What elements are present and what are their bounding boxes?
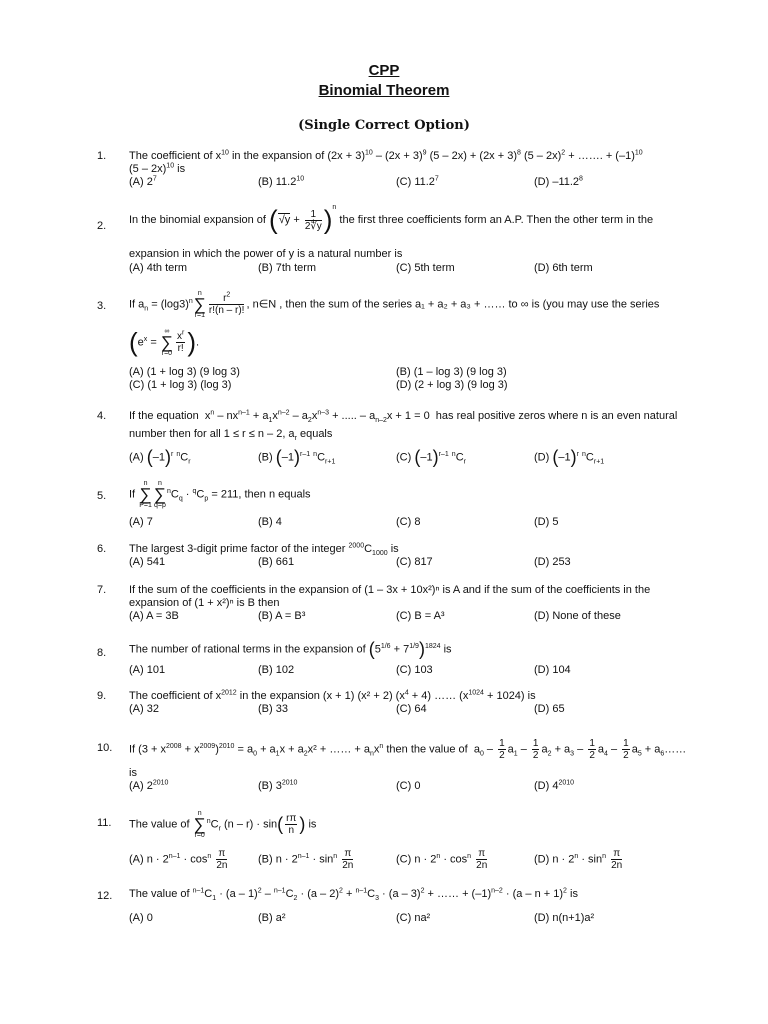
option-a[interactable]: (A) 541: [129, 556, 166, 568]
option-b[interactable]: (B) (1 – log 3) (9 log 3): [396, 366, 507, 378]
option-d[interactable]: (D) $n \cdot 2^n \cdot \sin^n$ $\frac{\pi}{2n}$: [534, 848, 623, 871]
option-b[interactable]: (B) A = B³: [258, 610, 306, 622]
option-d[interactable]: (D) (2 + log 3) (9 log 3): [396, 379, 508, 391]
question-stem: The number of rational terms in the expansion of $(5^{1/6} + 7^{1/9})^{1824}$ is: [129, 639, 452, 659]
section-heading: (Single Correct Option): [298, 118, 470, 133]
option-c[interactable]: (C) 11.2$^7$: [396, 175, 439, 188]
question-stem: The coefficient of $x^{2012}$ in the expansion (x + 1) (x² + 2) $(x^4 + 4)$ …… $(x^{1024} + 1024)$ is: [129, 689, 536, 702]
question-stem-line2: expansion in which the power of y is a natural number is: [129, 248, 403, 260]
question-number: 1.: [97, 150, 107, 162]
option-b[interactable]: (B) 102: [258, 664, 295, 676]
question-stem-line2: number then for all 1 ≤ r ≤ n – 2, $a_r$ equals: [129, 428, 333, 443]
option-d[interactable]: (D) $(-1)^r$ $^nC_{r+1}$: [534, 447, 605, 467]
option-d[interactable]: (D) None of these: [534, 610, 621, 622]
option-c[interactable]: (C) 8: [396, 516, 421, 528]
option-c[interactable]: (C) 0: [396, 780, 421, 792]
question-stem: The coefficient of $x^{10}$ in the expansion of $(2x + 3)^{10} - (2x + 3)^9$ $(5 - 2x) + (2x + 3)^8$ (5 – 2x)$^2$ + ……. + $(-1)^{10}$: [129, 149, 643, 162]
option-c[interactable]: (C) 64: [396, 703, 427, 715]
question-number: 3.: [97, 300, 107, 312]
question-stem: The value of $^{n-1}C_1 \cdot (a - 1)^2 - ^{n-1}C_2 \cdot (a - 2)^2 + ^{n-1}C_3 \cdot (a - 3)^2$ + …… + $(-1)^{n-2} \cdot (a - n + 1)^2$ is: [129, 887, 578, 903]
option-a[interactable]: (A) $2^7$: [129, 175, 157, 188]
page-subtitle: Binomial Theorem: [318, 82, 450, 99]
question-number: 6.: [97, 543, 107, 555]
option-a[interactable]: (A) 0: [129, 912, 153, 924]
option-a[interactable]: (A) 101: [129, 664, 166, 676]
page-title: CPP: [368, 62, 400, 79]
option-a[interactable]: (A) $2^{2010}$: [129, 779, 169, 792]
option-c[interactable]: (C) 5th term: [396, 262, 455, 274]
question-stem-line2: is: [129, 767, 137, 779]
option-a[interactable]: (A) (1 + log 3) (9 log 3): [129, 366, 240, 378]
option-d[interactable]: (D) 104: [534, 664, 571, 676]
option-b[interactable]: (B) 33: [258, 703, 288, 715]
question-number: 2.: [97, 220, 107, 232]
option-a[interactable]: (A) 7: [129, 516, 153, 528]
question-stem: If $a_n = (\log 3)^nn$ ∑ r=1 $\frac{r^2}{r!(n - r)!}$ , n∈N , then the sum of the series a₁ + a₂ + a₃ + …… to ∞ is (you may use the series: [129, 290, 660, 319]
question-number: 8.: [97, 647, 107, 659]
question-stem: If the sum of the coefficients in the expansion of (1 – 3x + 10x²)ⁿ is A and if the sum of the coefficients in the: [129, 584, 651, 596]
question-number: 7.: [97, 584, 107, 596]
option-d[interactable]: (D) $4^{2010}$: [534, 779, 575, 792]
option-c[interactable]: (C) 103: [396, 664, 433, 676]
question-stem: If $(3 + x^{2008} + x^{2009})^{2010} = a_0 + a_1x + a_2x^2$ + …… + $a_nx^n$ then the value of $a_0$ – $\frac{1}{2}$ $a_1$ – $\frac{1}{2}$ $a_2 + a_3$ – $\frac{1}{2}$ $a_4$ – $\frac{1}{2}$ $a_5$ + $a_6\dots\dots$: [129, 738, 687, 761]
option-d[interactable]: (D) 65: [534, 703, 565, 715]
option-b[interactable]: (B) 4: [258, 516, 282, 528]
question-stem-line2: expansion of (1 + x²)ⁿ is B then: [129, 597, 280, 609]
option-a[interactable]: (A) 32: [129, 703, 159, 715]
option-b[interactable]: (B) a²: [258, 912, 286, 924]
option-b[interactable]: (B) 661: [258, 556, 295, 568]
question-number: 5.: [97, 490, 107, 502]
option-a[interactable]: (A) A = 3B: [129, 610, 179, 622]
option-d[interactable]: (D) –11.2$^8$: [534, 175, 583, 188]
option-b[interactable]: (B) $(-1)^{r-1}$ $^nC_{r+1}$: [258, 447, 336, 467]
question-stem: In the binomial expansion of (√y + $\frac{1}{2∜y}$ )$^n$ the first three coefficients form an A.P. Then the other term in the: [129, 204, 654, 235]
option-c[interactable]: (C) na²: [396, 912, 431, 924]
question-stem-line2: (5 – 2x)$^{10}$ is: [129, 162, 186, 175]
question-stem: If n ∑ P=1n ∑ $q=p^nC_q \cdot ^qC_p = 211$, then n equals: [129, 480, 311, 509]
option-a[interactable]: (A) $n \cdot 2^{n-1} \cdot \cos^n$ $\frac{\pi}{2n}$: [129, 848, 228, 871]
question-stem-line2: ($e^x$ = ∞ ∑ r=0 $\frac{x^r}{r!}$ ).: [129, 327, 200, 357]
question-stem: If the equation $x^n - nx^{n-1} + a_1x^{n-2} - a_2x^{n-3}$ + ..... – $a_{n-2}x + 1 = 0$ has real positive zeros where n is an even natural: [129, 409, 678, 425]
question-stem: The largest 3-digit prime factor of the integer $^{2000}C_{1000}$ is: [129, 542, 399, 558]
option-d[interactable]: (D) n(n+1)a²: [534, 912, 595, 924]
question-number: 9.: [97, 690, 107, 702]
question-number: 11.: [97, 817, 112, 829]
option-a[interactable]: (A) $(-1)^r$ $^nC_r$: [129, 447, 191, 467]
option-c[interactable]: (C) 817: [396, 556, 433, 568]
option-c[interactable]: (C) (1 + log 3) (log 3): [129, 379, 232, 391]
question-number: 12.: [97, 890, 113, 902]
option-d[interactable]: (D) 253: [534, 556, 571, 568]
question-number: 10.: [97, 742, 113, 754]
option-c[interactable]: (C) $n \cdot 2^n \cdot \cos^n$ $\frac{\pi}{2n}$: [396, 848, 488, 871]
option-d[interactable]: (D) 6th term: [534, 262, 593, 274]
option-b[interactable]: (B) 11.2$^{10}$: [258, 175, 305, 188]
question-stem: The value of n ∑ $r=0^nC_r$ (n – r) · sin( $\frac{r\pi}{n}$ ) is: [129, 810, 317, 839]
option-b[interactable]: (B) 7th term: [258, 262, 317, 274]
question-number: 4.: [97, 410, 107, 422]
option-b[interactable]: (B) $n \cdot 2^{n-1} \cdot \sin^n$ $\frac{\pi}{2n}$: [258, 848, 354, 871]
option-d[interactable]: (D) 5: [534, 516, 559, 528]
option-c[interactable]: (C) B = A³: [396, 610, 445, 622]
option-c[interactable]: (C) $(-1)^{r-1}$ $^nC_r$: [396, 447, 466, 467]
option-a[interactable]: (A) 4th term: [129, 262, 188, 274]
option-b[interactable]: (B) $3^{2010}$: [258, 779, 298, 792]
